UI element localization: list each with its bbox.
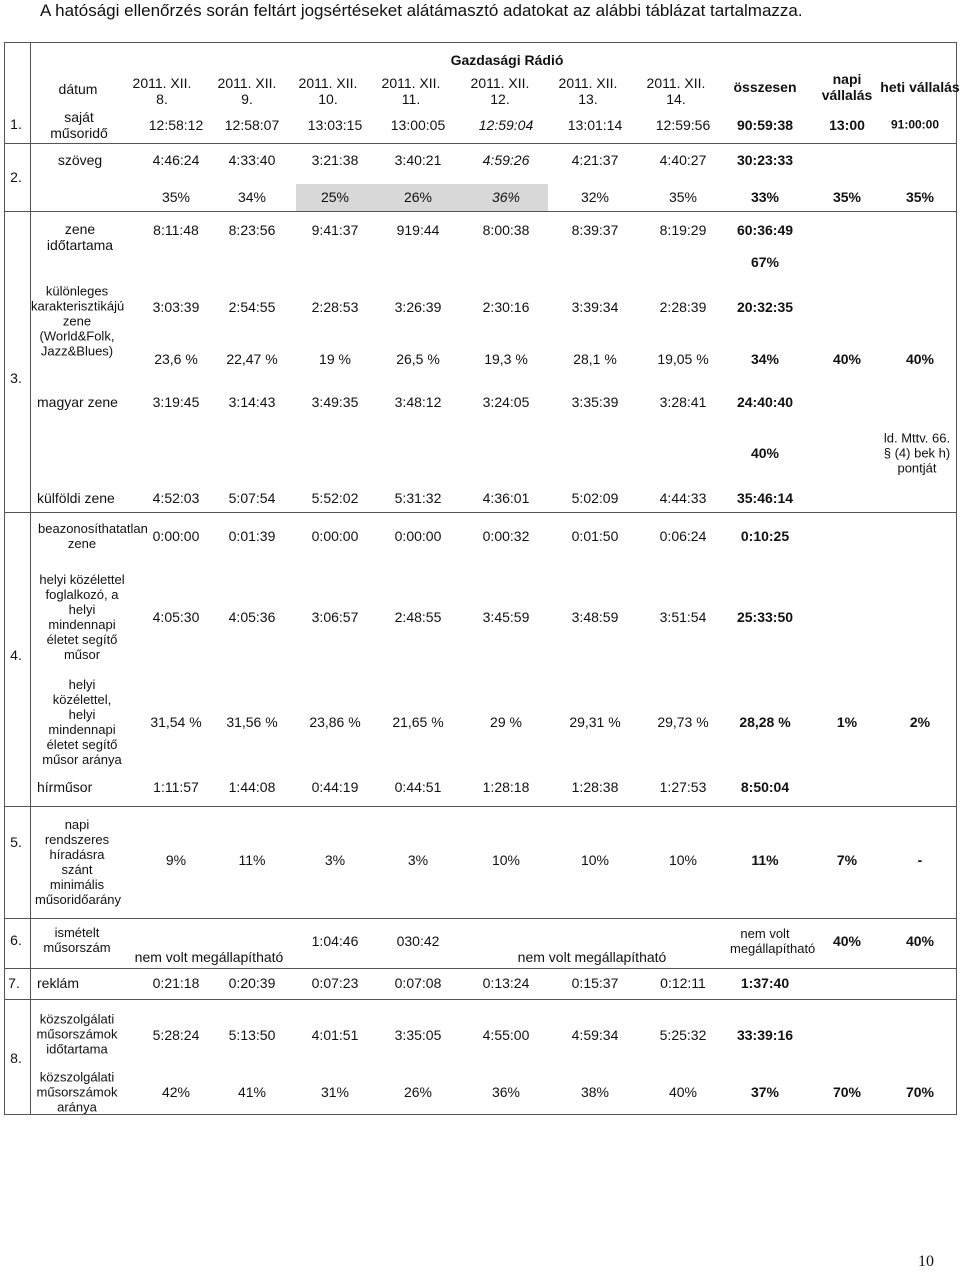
table-cell: 3:35:05 — [394, 1027, 442, 1043]
table-cell: 12:59:56 — [655, 117, 711, 133]
table-cell: 12:58:12 — [148, 117, 204, 133]
table-cell: 0:21:18 — [152, 975, 200, 991]
table-cell: 030:42 — [396, 933, 440, 949]
table-cell: 67% — [750, 254, 780, 270]
table-cell: 31% — [320, 1084, 350, 1100]
table-cell: 0:00:00 — [152, 528, 200, 544]
table-cell: 29,31 % — [569, 714, 621, 730]
row-number: 7. — [8, 975, 20, 991]
table-cell: 3:35:39 — [571, 394, 619, 410]
label-news-program: hírműsor — [37, 779, 93, 795]
table-cell: 23,6 % — [154, 351, 198, 367]
table-divider — [4, 211, 957, 212]
table-cell: 26,5 % — [396, 351, 440, 367]
table-cell: 40% — [905, 351, 935, 367]
table-cell: 22,47 % — [226, 351, 278, 367]
table-cell: 19,05 % — [657, 351, 709, 367]
table-cell: 3:03:39 — [152, 299, 200, 315]
table-cell: 26% — [403, 1084, 433, 1100]
date-column-header: 2011. XII. 13. — [558, 75, 618, 107]
table-cell: 91:00:00 — [890, 117, 940, 132]
daily-target-header: napi vállalás — [821, 71, 873, 103]
table-cell: 9:41:37 — [311, 222, 359, 238]
table-cell: 40% — [750, 445, 780, 461]
table-cell: 42% — [161, 1084, 191, 1100]
table-cell: 10% — [580, 852, 610, 868]
table-cell: 4:05:36 — [228, 609, 276, 625]
table-cell: 41% — [237, 1084, 267, 1100]
table-divider — [4, 806, 957, 807]
table-cell: 0:01:39 — [228, 528, 276, 544]
table-cell: 1:04:46 — [311, 933, 359, 949]
table-cell: 2:54:55 — [228, 299, 276, 315]
total-header: összesen — [733, 79, 797, 95]
table-cell: 31,56 % — [226, 714, 278, 730]
table-cell: 4:55:00 — [482, 1027, 530, 1043]
table-cell: 4:05:30 — [152, 609, 200, 625]
table-cell: 90:59:38 — [736, 117, 794, 133]
table-cell: 35% — [161, 189, 191, 205]
table-cell: 35:46:14 — [736, 490, 794, 506]
label-foreign-music: külföldi zene — [37, 490, 115, 506]
station-title: Gazdasági Rádió — [450, 52, 564, 68]
table-cell: 0:12:11 — [660, 975, 706, 991]
table-cell: 34% — [750, 351, 780, 367]
table-cell: 60:36:49 — [736, 222, 794, 238]
date-header: dátum — [58, 81, 98, 97]
table-cell: 12:59:04 — [478, 117, 534, 133]
table-cell: 10% — [668, 852, 698, 868]
table-cell: nem volt megállapítható — [730, 926, 816, 956]
table-cell: 0:15:37 — [571, 975, 619, 991]
table-cell: 0:10:25 — [740, 528, 790, 544]
table-cell: 3:39:34 — [571, 299, 619, 315]
table-cell: 19,3 % — [484, 351, 528, 367]
table-cell: 35% — [832, 189, 862, 205]
table-cell: 19 % — [319, 351, 351, 367]
table-cell: 3:21:38 — [311, 152, 359, 168]
table-cell: 8:23:56 — [228, 222, 276, 238]
date-column-header: 2011. XII. 10. — [298, 75, 358, 107]
table-cell: 7% — [836, 852, 858, 868]
table-cell: 13:00 — [829, 117, 865, 133]
table-cell: 40% — [668, 1084, 698, 1100]
table-cell: 4:01:51 — [311, 1027, 359, 1043]
table-cell: 21,65 % — [392, 714, 444, 730]
table-cell: 13:03:15 — [307, 117, 363, 133]
table-cell: 33:39:16 — [736, 1027, 794, 1043]
table-cell: 1:11:57 — [153, 779, 199, 795]
table-cell: 8:00:38 — [482, 222, 530, 238]
label-local-program-ratio: helyi közélettel, helyi mindennapi életet segítő műsor aránya — [42, 677, 122, 767]
table-cell: 40% — [832, 933, 862, 949]
table-cell: 8:19:29 — [659, 222, 707, 238]
table-cell: nem volt megállapítható — [517, 949, 667, 965]
table-cell: 28,28 % — [739, 714, 791, 730]
table-cell: 3:26:39 — [394, 299, 442, 315]
table-cell: 3:06:57 — [311, 609, 359, 625]
table-cell: 3:19:45 — [152, 394, 200, 410]
legal-note: ld. Mttv. 66. § (4) bek h) pontját — [883, 430, 951, 476]
table-cell: 3:40:21 — [394, 152, 442, 168]
table-cell: 28,1 % — [573, 351, 617, 367]
table-cell: 0:20:39 — [228, 975, 276, 991]
table-cell: 0:13:24 — [482, 975, 530, 991]
table-cell: 0:07:08 — [394, 975, 442, 991]
table-cell: 29 % — [490, 714, 522, 730]
table-cell: 1:37:40 — [740, 975, 790, 991]
table-cell: 5:28:24 — [152, 1027, 200, 1043]
table-cell: 0:07:23 — [311, 975, 359, 991]
table-cell: 38% — [580, 1084, 610, 1100]
table-divider — [4, 999, 957, 1000]
table-cell: 40% — [832, 351, 862, 367]
table-cell: 37% — [750, 1084, 780, 1100]
table-cell: 2:48:55 — [394, 609, 442, 625]
table-cell: 0:00:00 — [311, 528, 359, 544]
table-cell: 35% — [668, 189, 698, 205]
table-cell: 5:07:54 — [228, 490, 276, 506]
table-cell: 0:00:32 — [482, 528, 530, 544]
table-cell: 36% — [491, 189, 521, 205]
table-divider — [4, 512, 957, 513]
table-cell: 1:28:38 — [571, 779, 619, 795]
table-cell: 5:25:32 — [659, 1027, 707, 1043]
row-number: 6. — [10, 932, 22, 948]
table-cell: 33% — [750, 189, 780, 205]
label-public-service-ratio: közszolgálati műsorszámok aránya — [36, 1069, 118, 1115]
date-column-header: 2011. XII. 12. — [470, 75, 530, 107]
table-cell: 4:52:03 — [152, 490, 200, 506]
table-cell: 5:02:09 — [571, 490, 619, 506]
table-cell: 13:01:14 — [567, 117, 623, 133]
table-cell: 0:44:19 — [311, 779, 359, 795]
table-cell: 5:52:02 — [311, 490, 359, 506]
table-cell: 4:59:26 — [482, 152, 530, 168]
row-number: 4. — [10, 647, 22, 663]
label-repeated-program: ismételt műsorszám — [43, 925, 111, 955]
table-cell: 4:44:33 — [659, 490, 707, 506]
label-music-duration: zene időtartama — [46, 221, 114, 253]
table-cell: 3:51:54 — [659, 609, 707, 625]
table-cell: 30:23:33 — [736, 152, 794, 168]
table-cell: 13:00:05 — [390, 117, 446, 133]
table-cell: 34% — [237, 189, 267, 205]
table-cell: 0:00:00 — [394, 528, 442, 544]
label-special-music: különleges karakterisztikájú zene (World&Folk, Jazz&Blues) — [31, 283, 125, 359]
table-cell: 31,54 % — [150, 714, 202, 730]
table-cell: 24:40:40 — [736, 394, 794, 410]
table-cell: 4:33:40 — [228, 152, 276, 168]
table-cell: 3:48:59 — [571, 609, 619, 625]
row-number: 1. — [10, 116, 22, 132]
table-cell: 4:21:37 — [571, 152, 619, 168]
table-cell: 919:44 — [396, 222, 440, 238]
table-cell: 1:28:18 — [482, 779, 530, 795]
table-cell: 36% — [491, 1084, 521, 1100]
table-cell: 29,73 % — [657, 714, 709, 730]
table-cell: nem volt megállapítható — [134, 949, 284, 965]
table-cell: 4:59:34 — [571, 1027, 619, 1043]
table-cell: 70% — [832, 1084, 862, 1100]
label-hungarian-music: magyar zene — [37, 394, 118, 410]
table-cell: 3% — [407, 852, 429, 868]
table-cell: 2% — [909, 714, 931, 730]
table-cell: 4:40:27 — [659, 152, 707, 168]
table-cell: 0:06:24 — [659, 528, 707, 544]
table-cell: 0:44:51 — [394, 779, 442, 795]
table-cell: 4:46:24 — [152, 152, 200, 168]
row-number: 5. — [10, 834, 22, 850]
table-cell: 70% — [905, 1084, 935, 1100]
label-public-service-duration: közszolgálati műsorszámok időtartama — [36, 1011, 118, 1057]
table-cell: 40% — [905, 933, 935, 949]
table-cell: 3:48:12 — [394, 394, 442, 410]
table-cell: 3% — [324, 852, 346, 868]
table-cell: 3:24:05 — [482, 394, 530, 410]
weekly-target-header: heti vállalás — [880, 79, 960, 95]
table-cell: 32% — [580, 189, 610, 205]
page-number: 10 — [918, 1253, 934, 1270]
label-own-airtime: saját műsoridő — [50, 109, 108, 141]
table-cell: 20:32:35 — [736, 299, 794, 315]
label-local-program: helyi közélettel foglalkozó, a helyi mindennapi életet segítő műsor — [39, 572, 125, 662]
table-cell: 25:33:50 — [736, 609, 794, 625]
table-cell: 9% — [165, 852, 187, 868]
table-cell: 1% — [836, 714, 858, 730]
table-cell: 5:13:50 — [228, 1027, 276, 1043]
table-cell: 8:11:48 — [153, 222, 199, 238]
table-cell: 11% — [238, 852, 266, 868]
label-daily-news-ratio: napi rendszeres híradásra szánt minimális műsoridőarány — [35, 817, 121, 907]
table-cell: 1:44:08 — [228, 779, 276, 795]
table-cell: 2:28:39 — [659, 299, 707, 315]
table-cell: 35% — [905, 189, 935, 205]
table-cell: 25% — [320, 189, 350, 205]
table-cell: 10% — [491, 852, 521, 868]
table-cell: - — [917, 852, 923, 868]
table-cell: 3:45:59 — [482, 609, 530, 625]
row-number: 3. — [10, 370, 22, 386]
table-cell: 8:50:04 — [740, 779, 790, 795]
table-divider — [4, 968, 957, 969]
date-column-header: 2011. XII. 14. — [646, 75, 706, 107]
table-cell: 26% — [403, 189, 433, 205]
row-number: 2. — [10, 169, 22, 185]
row-number: 8. — [10, 1050, 22, 1066]
table-cell: 3:14:43 — [228, 394, 276, 410]
table-cell: 12:58:07 — [224, 117, 280, 133]
date-column-header: 2011. XII. 9. — [217, 75, 277, 107]
label-advertising: reklám — [37, 975, 80, 991]
date-column-header: 2011. XII. 11. — [381, 75, 441, 107]
table-cell: 0:01:50 — [571, 528, 619, 544]
table-cell: 11% — [751, 852, 779, 868]
table-cell: 4:36:01 — [482, 490, 530, 506]
table-divider — [4, 143, 957, 144]
intro-text: A hatósági ellenőrzés során feltárt jogsértéseket alátámasztó adatokat az alábbi táblázat tartalmazza. — [40, 1, 803, 20]
table-cell: 3:49:35 — [311, 394, 359, 410]
table-cell: 8:39:37 — [571, 222, 619, 238]
table-divider — [4, 918, 957, 919]
table-cell: 2:30:16 — [482, 299, 530, 315]
table-cell: 2:28:53 — [311, 299, 359, 315]
table-cell: 23,86 % — [309, 714, 361, 730]
table-cell: 1:27:53 — [659, 779, 707, 795]
table-cell: 5:31:32 — [394, 490, 442, 506]
label-speech: szöveg — [57, 152, 103, 168]
label-unidentified-music: beazonosíthatatlan zene — [38, 521, 148, 551]
date-column-header: 2011. XII. 8. — [132, 75, 192, 107]
table-cell: 3:28:41 — [659, 394, 707, 410]
table-divider — [30, 42, 31, 1115]
